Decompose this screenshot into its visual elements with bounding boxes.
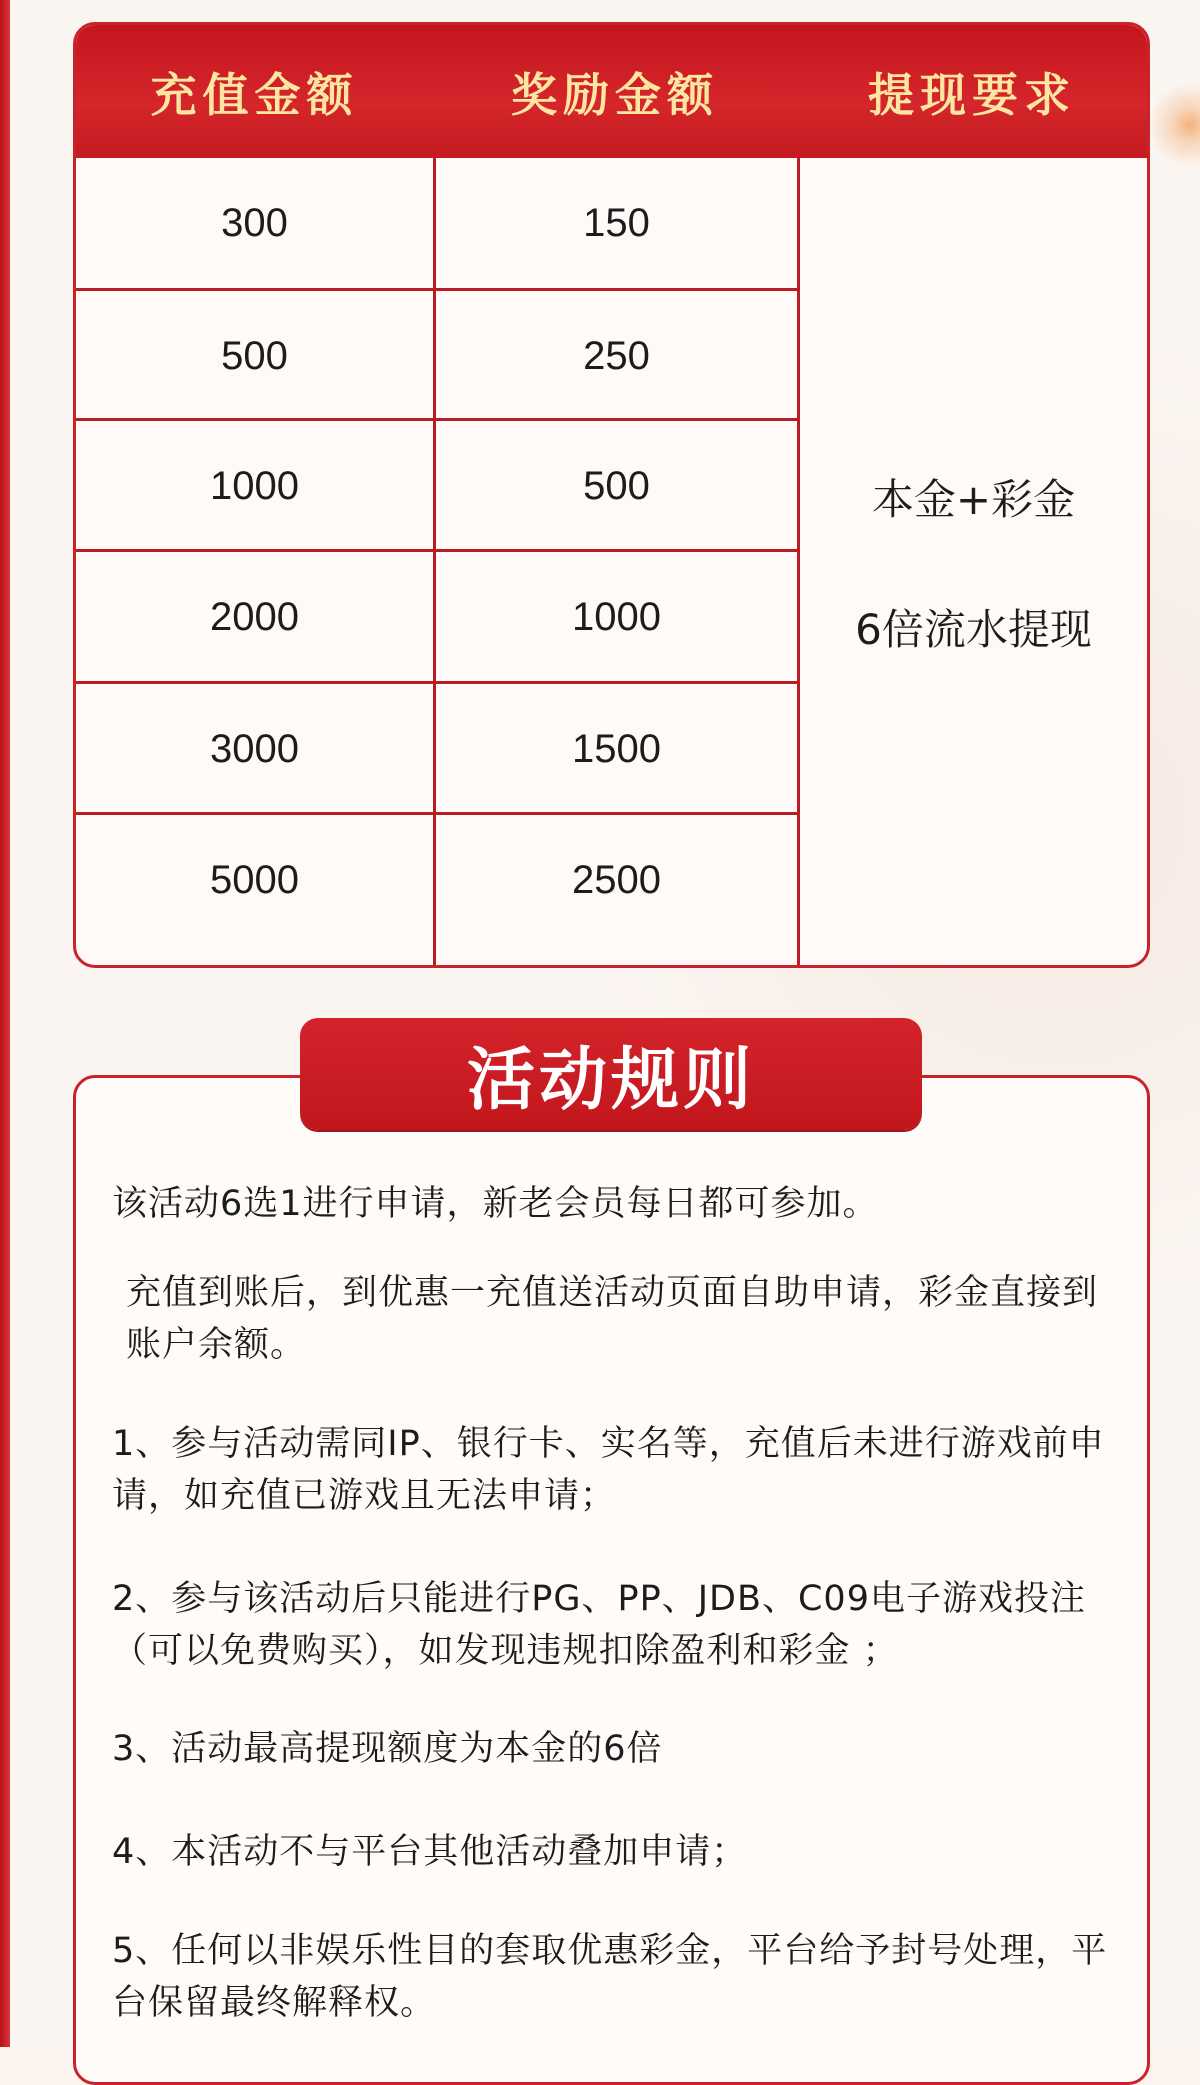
table-cell-deposit: 2000: [210, 594, 299, 639]
table-cell-deposit: 5000: [210, 857, 299, 902]
rule-item: 2、参与该活动后只能进行PG、PP、JDB、C09电子游戏投注（可以免费购买），如发现违规扣除盈利和彩金 ；: [112, 1579, 1086, 1671]
table-cell-bonus: 250: [583, 333, 650, 378]
rule-item: 该活动6选1进行申请，新老会员每日都可参加。: [112, 1184, 879, 1224]
rule-item: 5、任何以非娱乐性目的套取优惠彩金，平台给予封号处理，平台保留最终解释权。: [112, 1931, 1108, 2023]
table-cell-deposit: 500: [221, 333, 288, 378]
rule-item: 3、活动最高提现额度为本金的6倍: [112, 1729, 663, 1769]
header-deposit-amount: 充值金额: [150, 67, 359, 122]
table-cell-bonus: 2500: [572, 857, 661, 902]
rule-item: 1、参与活动需同IP、银行卡、实名等，充值后未进行游戏前申请，如充值已游戏且无法申请；: [112, 1424, 1105, 1516]
table-cell-deposit: 300: [221, 200, 288, 245]
header-withdrawal-requirement: 提现要求: [868, 67, 1076, 122]
table-cell-deposit: 1000: [210, 463, 299, 508]
requirement-line: 本金+彩金: [871, 474, 1076, 524]
withdrawal-requirement-cell: [800, 158, 1147, 965]
bonus-table: [73, 22, 1150, 968]
table-cell-bonus: 1000: [572, 594, 661, 639]
poster-left-border: [0, 0, 10, 2047]
decorative-accent: [1150, 80, 1200, 170]
table-cell-deposit: 3000: [210, 726, 299, 771]
rule-item: 4、本活动不与平台其他活动叠加申请；: [112, 1832, 748, 1872]
table-cell-bonus: 1500: [572, 726, 661, 771]
requirement-line: 6倍流水提现: [855, 604, 1092, 654]
rules-title: 活动规则: [300, 1018, 922, 1130]
table-header: [76, 25, 1147, 158]
header-bonus-amount: 奖励金额: [511, 67, 719, 122]
table-cell-bonus: 500: [583, 463, 650, 508]
rule-item: 充值到账后，到优惠一充值送活动页面自助申请，彩金直接到账户余额。: [126, 1273, 1099, 1365]
table-cell-bonus: 150: [583, 200, 650, 245]
